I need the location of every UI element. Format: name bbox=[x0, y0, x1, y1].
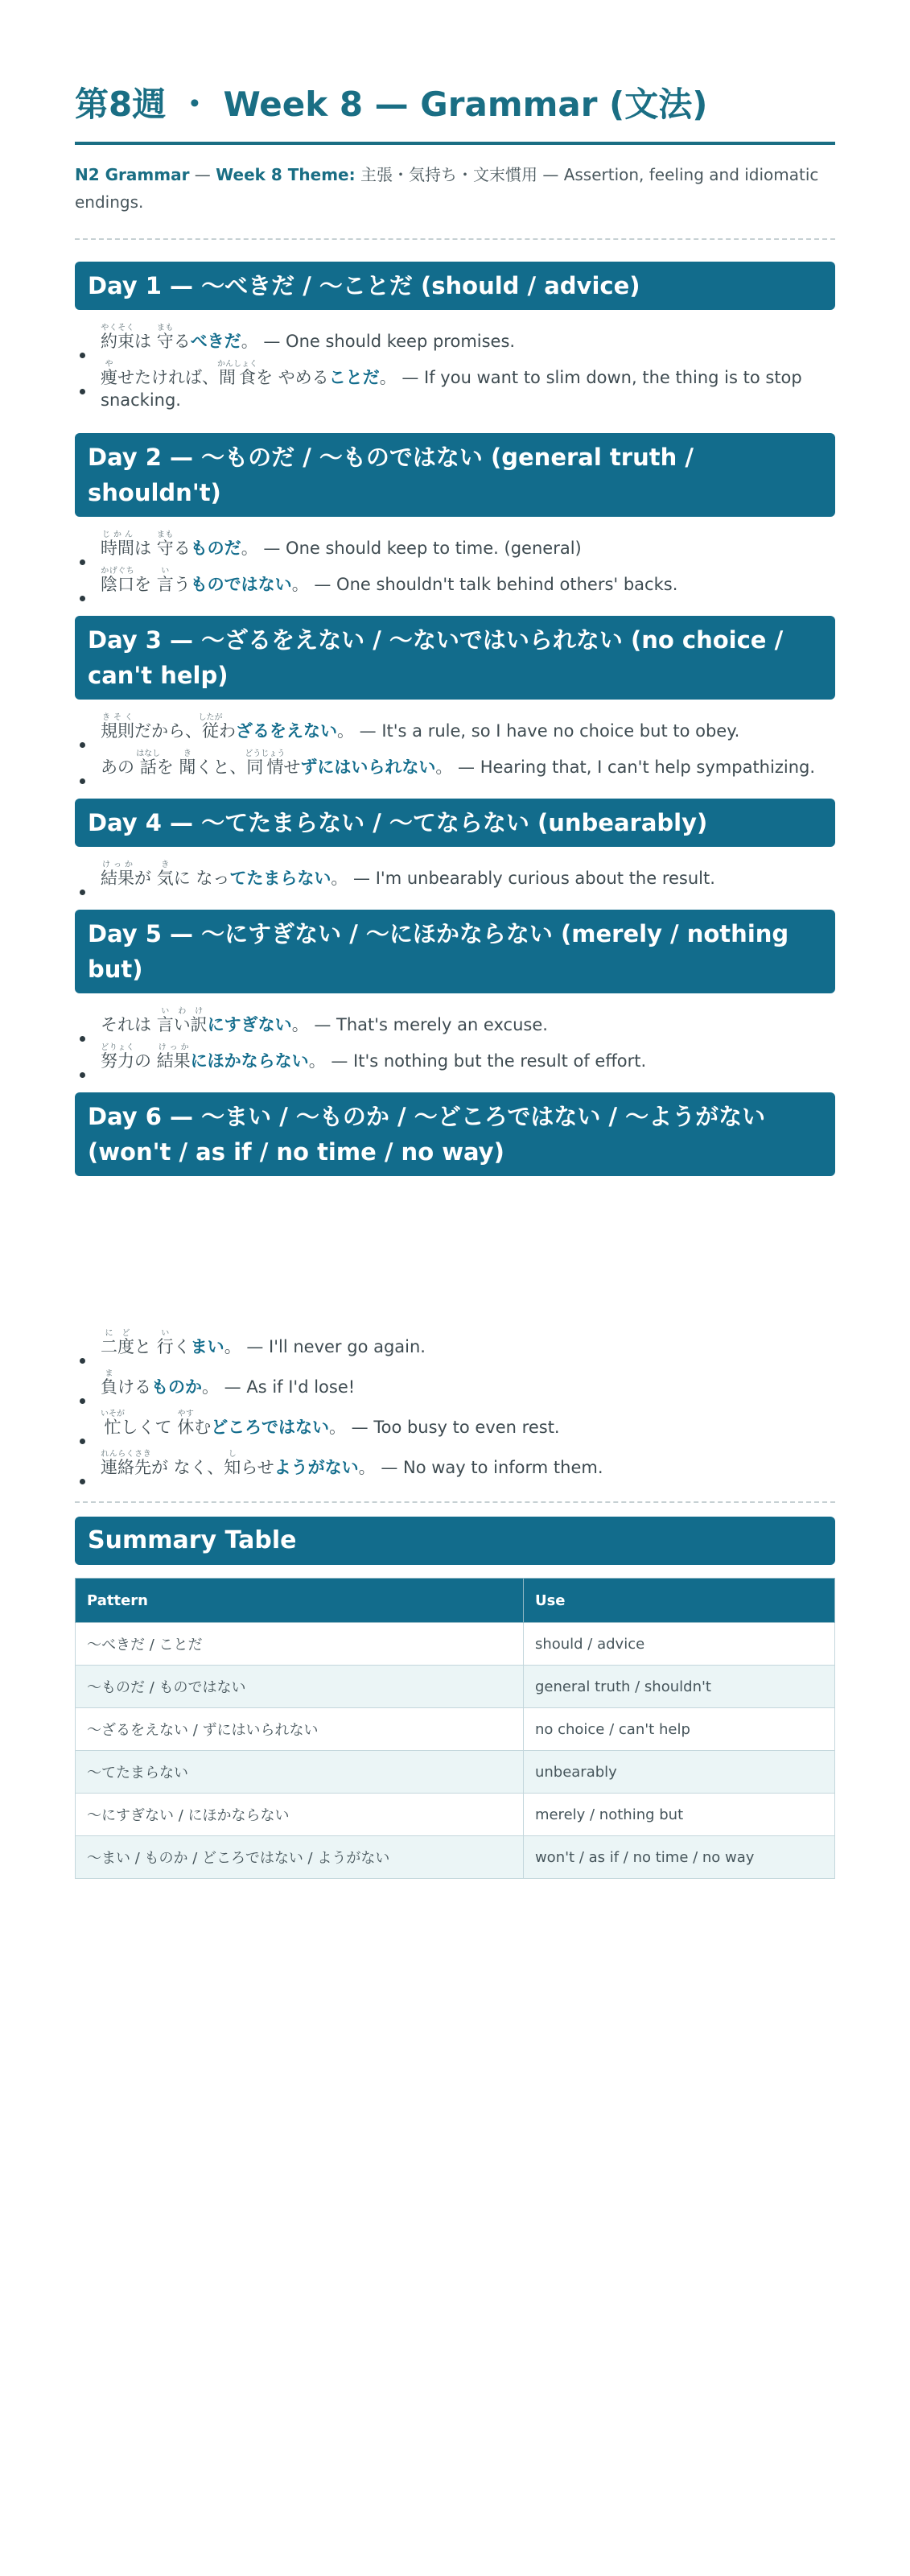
furigana-reading: はなし bbox=[136, 749, 161, 758]
day-6-examples bbox=[75, 1329, 835, 1490]
cell-pattern: 〜ざるをえない / ずにはいられない bbox=[76, 1708, 524, 1751]
example-item bbox=[101, 861, 835, 897]
table-row bbox=[76, 1794, 835, 1836]
furigana-word: 努力どりょく bbox=[101, 1043, 134, 1071]
furigana-word: 痩や bbox=[101, 360, 117, 387]
grammar-highlight: ようがない bbox=[274, 1458, 359, 1477]
furigana-reading: どうじょう bbox=[245, 749, 286, 758]
furigana-word: 休やす bbox=[177, 1410, 195, 1437]
furigana-reading: い bbox=[156, 1007, 174, 1016]
furigana-word: 連絡先れんらくさき bbox=[101, 1450, 151, 1477]
cell-pattern: 〜べきだ / ことだ bbox=[76, 1623, 524, 1666]
furigana-reading: にど bbox=[101, 1329, 134, 1338]
example-english: — Hearing that, I can't help sympathizing. bbox=[452, 758, 816, 777]
example-english: — I'll never go again. bbox=[241, 1337, 426, 1356]
cell-pattern: 〜てたまらない bbox=[76, 1751, 524, 1794]
furigana-word: 守まも bbox=[156, 324, 174, 351]
example-item bbox=[101, 324, 835, 360]
example-japanese: 努力どりょくの 結果けっかにほかならない。 bbox=[101, 1043, 326, 1071]
theme-label: Week 8 Theme: bbox=[216, 165, 356, 184]
furigana-reading: まも bbox=[156, 324, 174, 332]
furigana-word: い訳わけ bbox=[173, 1007, 208, 1034]
furigana-reading: や bbox=[101, 360, 117, 369]
theme-separator: — bbox=[189, 165, 216, 184]
example-japanese: 痩やせたければ、間食かんしょくを やめることだ。 bbox=[101, 360, 397, 387]
furigana-word: 忙いそが bbox=[101, 1410, 125, 1437]
grammar-highlight: にすぎない bbox=[207, 1015, 292, 1034]
day-6-heading: Day 6 — 〜まい / 〜ものか / 〜どころではない / 〜ようがない (won't / as if / no time / no way) bbox=[75, 1092, 835, 1176]
example-japanese: 二度にどと 行いくまい。 bbox=[101, 1329, 241, 1356]
example-japanese: 時間じかんは 守まもるものだ。 bbox=[101, 530, 258, 558]
furigana-reading: き bbox=[156, 861, 174, 869]
furigana-word: 行い bbox=[156, 1329, 174, 1356]
example-item bbox=[101, 1450, 835, 1490]
example-english: — That's merely an excuse. bbox=[308, 1015, 548, 1034]
grammar-highlight: ものだ bbox=[190, 539, 241, 558]
grammar-highlight: べきだ bbox=[190, 332, 241, 351]
column-header-use: Use bbox=[523, 1579, 834, 1623]
example-english: — Too busy to even rest. bbox=[345, 1418, 560, 1437]
week-theme bbox=[75, 161, 835, 216]
furigana-word: 言い bbox=[156, 567, 174, 594]
furigana-reading: じかん bbox=[101, 530, 134, 539]
example-item bbox=[101, 1410, 835, 1450]
grammar-highlight: ずにはいられない bbox=[300, 758, 436, 777]
furigana-reading: まも bbox=[156, 530, 174, 539]
furigana-reading: れんらくさき bbox=[101, 1450, 151, 1459]
example-japanese: 陰口かげぐちを 言いうものではない。 bbox=[101, 567, 309, 594]
grammar-highlight: にほかならない bbox=[190, 1051, 309, 1071]
furigana-reading: ま bbox=[101, 1369, 117, 1378]
cell-pattern: 〜まい / ものか / どころではない / ようがない bbox=[76, 1836, 524, 1879]
day-3-heading: Day 3 — 〜ざるをえない / 〜ないではいられない (no choice / can't help) bbox=[75, 616, 835, 700]
furigana-word: 守まも bbox=[156, 530, 174, 558]
table-row bbox=[76, 1623, 835, 1666]
example-english: — If you want to slim down, the thing is to stop snacking. bbox=[101, 368, 802, 410]
day-5-heading: Day 5 — 〜にすぎない / 〜にほかならない (merely / nothing but) bbox=[75, 910, 835, 993]
example-item bbox=[101, 1329, 835, 1369]
example-japanese: それは 言いい訳わけにすぎない。 bbox=[101, 1007, 309, 1034]
example-item bbox=[101, 1007, 835, 1043]
furigana-reading: けっか bbox=[156, 1043, 191, 1052]
furigana-word: 二度にど bbox=[101, 1329, 134, 1356]
example-japanese: 連絡先れんらくさきが なく、知しらせようがない。 bbox=[101, 1450, 376, 1477]
example-english: — I'm unbearably curious about the result. bbox=[348, 869, 715, 888]
table-row bbox=[76, 1836, 835, 1879]
cell-use: general truth / shouldn't bbox=[523, 1666, 834, 1708]
day-2-examples bbox=[75, 530, 835, 603]
grammar-highlight: ことだ bbox=[328, 368, 380, 387]
furigana-reading: きそく bbox=[101, 713, 134, 722]
cell-use: should / advice bbox=[523, 1623, 834, 1666]
furigana-word: 同情どうじょう bbox=[245, 749, 286, 777]
furigana-reading: かげぐち bbox=[101, 567, 134, 576]
furigana-word: 陰口かげぐち bbox=[101, 567, 134, 594]
furigana-word: 従したが bbox=[198, 713, 223, 741]
furigana-reading: したが bbox=[198, 713, 223, 722]
example-item bbox=[101, 749, 835, 786]
cell-use: won't / as if / no time / no way bbox=[523, 1836, 834, 1879]
section-divider bbox=[75, 1501, 835, 1503]
section-divider bbox=[75, 238, 835, 240]
furigana-word: 気き bbox=[156, 861, 174, 888]
grammar-highlight: まい bbox=[190, 1337, 224, 1356]
example-japanese: 規則きそくだから、従したがわざるをえない。 bbox=[101, 713, 354, 741]
furigana-reading: し bbox=[224, 1450, 241, 1459]
example-item bbox=[101, 1369, 835, 1410]
furigana-reading: やくそく bbox=[101, 324, 134, 332]
example-japanese: 忙いそがしくて 休やすむどころではない。 bbox=[101, 1410, 346, 1437]
furigana-word: 結果けっか bbox=[101, 861, 134, 888]
table-row bbox=[76, 1708, 835, 1751]
furigana-word: 聞き bbox=[179, 749, 196, 777]
grammar-highlight: ものか bbox=[151, 1377, 202, 1397]
furigana-word: 約束やくそく bbox=[101, 324, 134, 351]
example-japanese: 約束やくそくは 守まもるべきだ。 bbox=[101, 324, 258, 351]
furigana-reading: い bbox=[156, 567, 174, 576]
table-header-row bbox=[76, 1579, 835, 1623]
page-title: 第8週 ・ Week 8 — Grammar (文法) bbox=[75, 85, 708, 124]
theme-text: 主張・気持ち・文末慣用 — Assertion, feeling and idiomatic endings. bbox=[75, 165, 819, 212]
grammar-highlight: ものではない bbox=[190, 575, 292, 594]
cell-use: no choice / can't help bbox=[523, 1708, 834, 1751]
cell-use: unbearably bbox=[523, 1751, 834, 1794]
example-item bbox=[101, 713, 835, 749]
grammar-highlight: ざるをえない bbox=[236, 721, 337, 741]
table-row bbox=[76, 1666, 835, 1708]
title-divider bbox=[75, 142, 835, 145]
example-item bbox=[101, 360, 835, 410]
example-item bbox=[101, 530, 835, 567]
example-english: — It's a rule, so I have no choice but to obey. bbox=[354, 721, 740, 741]
furigana-word: 時間じかん bbox=[101, 530, 134, 558]
day-1-heading: Day 1 — 〜べきだ / 〜ことだ (should / advice) bbox=[75, 262, 835, 310]
furigana-reading: かんしょく bbox=[217, 360, 257, 369]
example-japanese: 結果けっかが 気きに なってたまらない。 bbox=[101, 861, 348, 888]
furigana-reading: けっか bbox=[101, 861, 134, 869]
furigana-word: 話はなし bbox=[136, 749, 161, 777]
example-japanese: 負まけるものか。 bbox=[101, 1369, 219, 1397]
example-english: — One should keep promises. bbox=[257, 332, 516, 351]
example-english: — It's nothing but the result of effort. bbox=[325, 1051, 647, 1071]
furigana-word: 規則きそく bbox=[101, 713, 134, 741]
cell-pattern: 〜にすぎない / にほかならない bbox=[76, 1794, 524, 1836]
example-japanese: あの 話はなしを 聞きくと、同情どうじょうせずにはいられない。 bbox=[101, 749, 453, 777]
summary-heading: Summary Table bbox=[75, 1517, 835, 1565]
day-3-examples bbox=[75, 713, 835, 786]
day-5-examples bbox=[75, 1007, 835, 1080]
furigana-word: 負ま bbox=[101, 1369, 117, 1397]
grammar-highlight: てたまらない bbox=[229, 869, 331, 888]
example-item bbox=[101, 567, 835, 603]
furigana-reading: き bbox=[179, 749, 196, 758]
day-4-heading: Day 4 — 〜てたまらない / 〜てならない (unbearably) bbox=[75, 799, 835, 847]
column-header-pattern: Pattern bbox=[76, 1579, 524, 1623]
example-item bbox=[101, 1043, 835, 1080]
furigana-reading: やす bbox=[177, 1410, 195, 1418]
table-row bbox=[76, 1751, 835, 1794]
furigana-word: 言い bbox=[156, 1007, 174, 1034]
furigana-reading: どりょく bbox=[101, 1043, 134, 1052]
grammar-highlight: どころではない bbox=[211, 1418, 329, 1437]
blank-space bbox=[75, 1176, 835, 1329]
furigana-word: 結果けっか bbox=[156, 1043, 191, 1071]
example-english: — One should keep to time. (general) bbox=[257, 539, 582, 558]
day-2-heading: Day 2 — 〜ものだ / 〜ものではない (general truth / shouldn't) bbox=[75, 433, 835, 517]
furigana-word: 知し bbox=[224, 1450, 241, 1477]
furigana-reading: い bbox=[156, 1329, 174, 1338]
example-english: — One shouldn't talk behind others' backs. bbox=[308, 575, 678, 594]
day-4-examples bbox=[75, 861, 835, 897]
example-english: — As if I'd lose! bbox=[219, 1377, 356, 1397]
furigana-word: 間食かんしょく bbox=[217, 360, 257, 387]
summary-table bbox=[75, 1578, 835, 1879]
furigana-reading: わけ bbox=[173, 1007, 208, 1016]
cell-pattern: 〜ものだ / ものではない bbox=[76, 1666, 524, 1708]
day-1-examples bbox=[75, 324, 835, 410]
furigana-reading: いそが bbox=[101, 1410, 125, 1418]
example-english: — No way to inform them. bbox=[375, 1458, 603, 1477]
theme-lead: N2 Grammar bbox=[75, 165, 190, 184]
cell-use: merely / nothing but bbox=[523, 1794, 834, 1836]
